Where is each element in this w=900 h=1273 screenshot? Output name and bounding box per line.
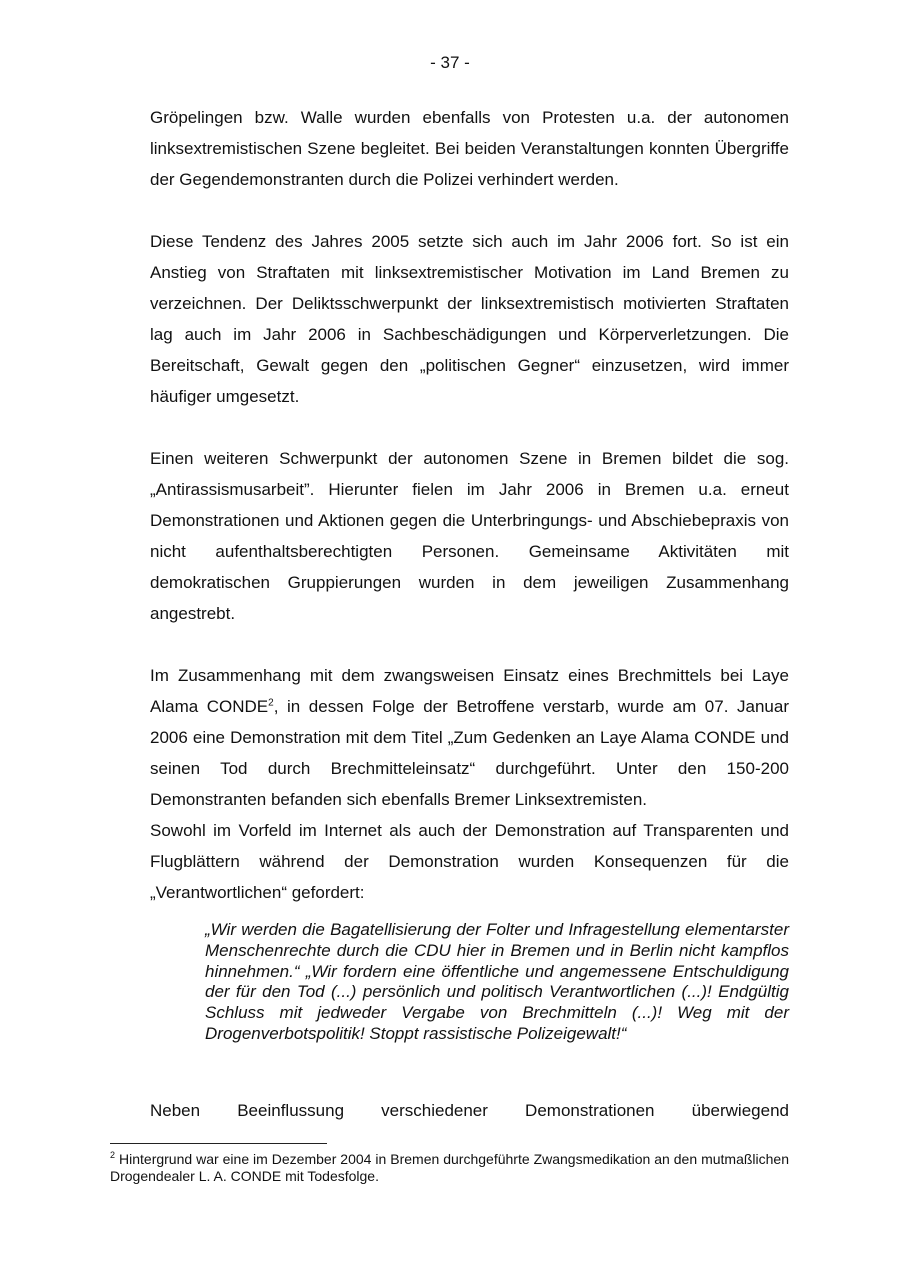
paragraph-demands: Sowohl im Vorfeld im Internet als auch der Demonstration auf Transparenten und Flugblättern während der Demonstration wurden Konsequenzen für die „Verantwortlichen“ gefordert: xyxy=(150,821,789,902)
footnote-divider xyxy=(110,1143,327,1144)
footnote-reference: 2 xyxy=(268,697,274,709)
main-text-block xyxy=(150,102,789,908)
footnote-text: Hintergrund war eine im Dezember 2004 in Bremen durchgeführte Zwangsmedikation an den mutmaßlichen Drogendealer L. A. CONDE mit Todesfolge. xyxy=(110,1151,789,1184)
paragraph-gap xyxy=(150,412,789,443)
paragraph-protests-groepelingen: Gröpelingen bzw. Walle wurden ebenfalls von Protesten u.a. der autonomen linksextremistischen Szene begleitet. Bei beiden Veranstaltungen konnten Übergriffe der Gegendemonstranten durch die Polizei verhindert werden. xyxy=(150,108,789,189)
block-quote: „Wir werden die Bagatellisierung der Folter und Infragestellung elementarster Menschenrechte durch die CDU hier in Bremen und in Berlin nicht kampflos hinnehmen.“ „Wir fordern eine öffentliche und angemessene Entschuldigung der für den Tod (...) persönlich und politisch Verantwortlichen (...)! Endgültig Schluss mit jedweder Vergabe von Brechmitteln (...)! Weg mit der Drogenverbotspolitik! Stoppt rassistische Polizeigewalt!“ xyxy=(205,920,789,1043)
paragraph-conde-demonstration xyxy=(150,660,789,815)
footnote xyxy=(110,1151,789,1185)
paragraph-conde-text-start: Im Zusammenhang mit dem zwangsweisen Einsatz eines Brechmittels bei Laye Alama CONDE xyxy=(150,666,789,716)
paragraph-gap xyxy=(150,629,789,660)
page-number: - 37 - xyxy=(430,53,470,72)
paragraph-gap xyxy=(150,195,789,226)
paragraph-trend-2006: Diese Tendenz des Jahres 2005 setzte sich auch im Jahr 2006 fort. So ist ein Anstieg von Straftaten mit linksextremistischer Motivation im Land Bremen zu verzeichnen. Der Deliktsschwerpunkt der linksextremistisch motivierten Straftaten lag auch im Jahr 2006 in Sachbeschädigungen und Körperverletzungen. Die Bereitschaft, Gewalt gegen den „politischen Gegner“ einzusetzen, wird immer häufiger umgesetzt. xyxy=(150,232,789,406)
footnote-mark: 2 xyxy=(110,1150,116,1161)
paragraph-conde-text-end: , in dessen Folge der Betroffene verstarb, wurde am 07. Januar 2006 eine Demonstration mit dem Titel „Zum Gedenken an Laye Alama CONDE und seinen Tod durch Brechmitteleinsatz“ durchgeführt. Unter den 150-200 Demonstranten befanden sich ebenfalls Bremer Linksextremisten. xyxy=(150,697,789,809)
paragraph-continuation: Neben Beeinflussung verschiedener Demonstrationen überwiegend xyxy=(150,1101,789,1120)
paragraph-antirassismusarbeit: Einen weiteren Schwerpunkt der autonomen Szene in Bremen bildet die sog. „Antirassismusarbeit”. Hierunter fielen im Jahr 2006 in Bremen u.a. erneut Demonstrationen und Aktionen gegen die Unterbringungs- und Abschiebepraxis von nicht aufenthaltsberechtigten Personen. Gemeinsame Aktivitäten mit demokratischen Gruppierungen wurden in dem jeweiligen Zusammenhang angestrebt. xyxy=(150,449,789,623)
